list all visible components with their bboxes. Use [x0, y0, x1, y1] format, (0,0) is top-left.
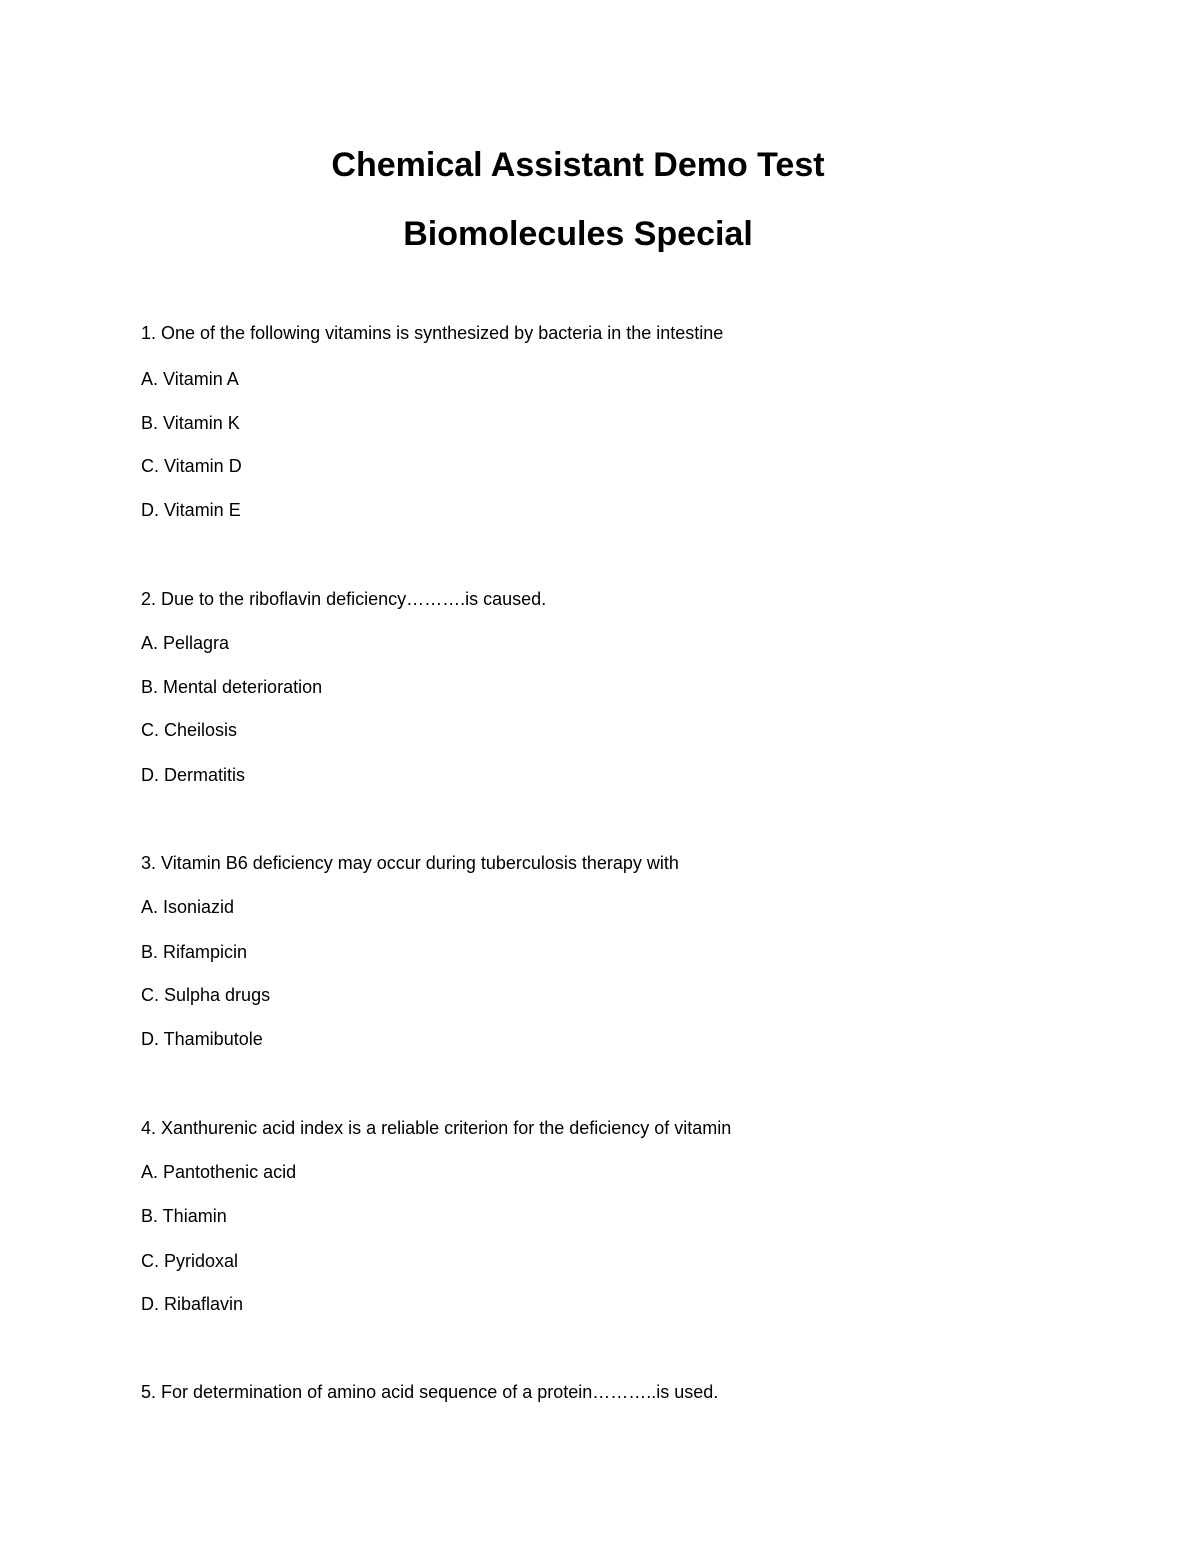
question-2-option-b: B. Mental deterioration: [141, 677, 323, 697]
question-3-option-a: A. Isoniazid: [141, 897, 235, 917]
question-3-option-d: D. Thamibutole: [141, 1029, 263, 1049]
question-1-option-d: D. Vitamin E: [141, 500, 241, 520]
question-1-option-c: C. Vitamin D: [141, 456, 242, 476]
question-4-option-b: B. Thiamin: [141, 1206, 227, 1226]
question-3-option-c: C. Sulpha drugs: [141, 985, 271, 1005]
question-1-prompt: 1. One of the following vitamins is synthesized by bacteria in the intestine: [141, 323, 724, 343]
question-2-option-d: D. Dermatitis: [141, 765, 246, 785]
question-2-option-a: A. Pellagra: [141, 633, 230, 653]
document-subtitle: Biomolecules Special: [403, 215, 753, 253]
question-4-prompt: 4. Xanthurenic acid index is a reliable criterion for the deficiency of vitamin: [141, 1118, 732, 1138]
question-4-option-a: A. Pantothenic acid: [141, 1162, 297, 1182]
question-2-prompt: 2. Due to the riboflavin deficiency……….is caused.: [141, 589, 547, 609]
question-4-option-c: C. Pyridoxal: [141, 1251, 239, 1271]
document-title: Chemical Assistant Demo Test: [331, 146, 825, 184]
question-1-option-b: B. Vitamin K: [141, 413, 240, 433]
question-3-prompt: 3. Vitamin B6 deficiency may occur during tuberculosis therapy with: [141, 853, 679, 873]
question-4-option-d: D. Ribaflavin: [141, 1294, 244, 1314]
question-1-option-a: A. Vitamin A: [141, 369, 239, 389]
question-2-option-c: C. Cheilosis: [141, 720, 238, 740]
question-5-prompt: 5. For determination of amino acid sequence of a protein………..is used.: [141, 1382, 719, 1402]
question-3-option-b: B. Rifampicin: [141, 942, 248, 962]
